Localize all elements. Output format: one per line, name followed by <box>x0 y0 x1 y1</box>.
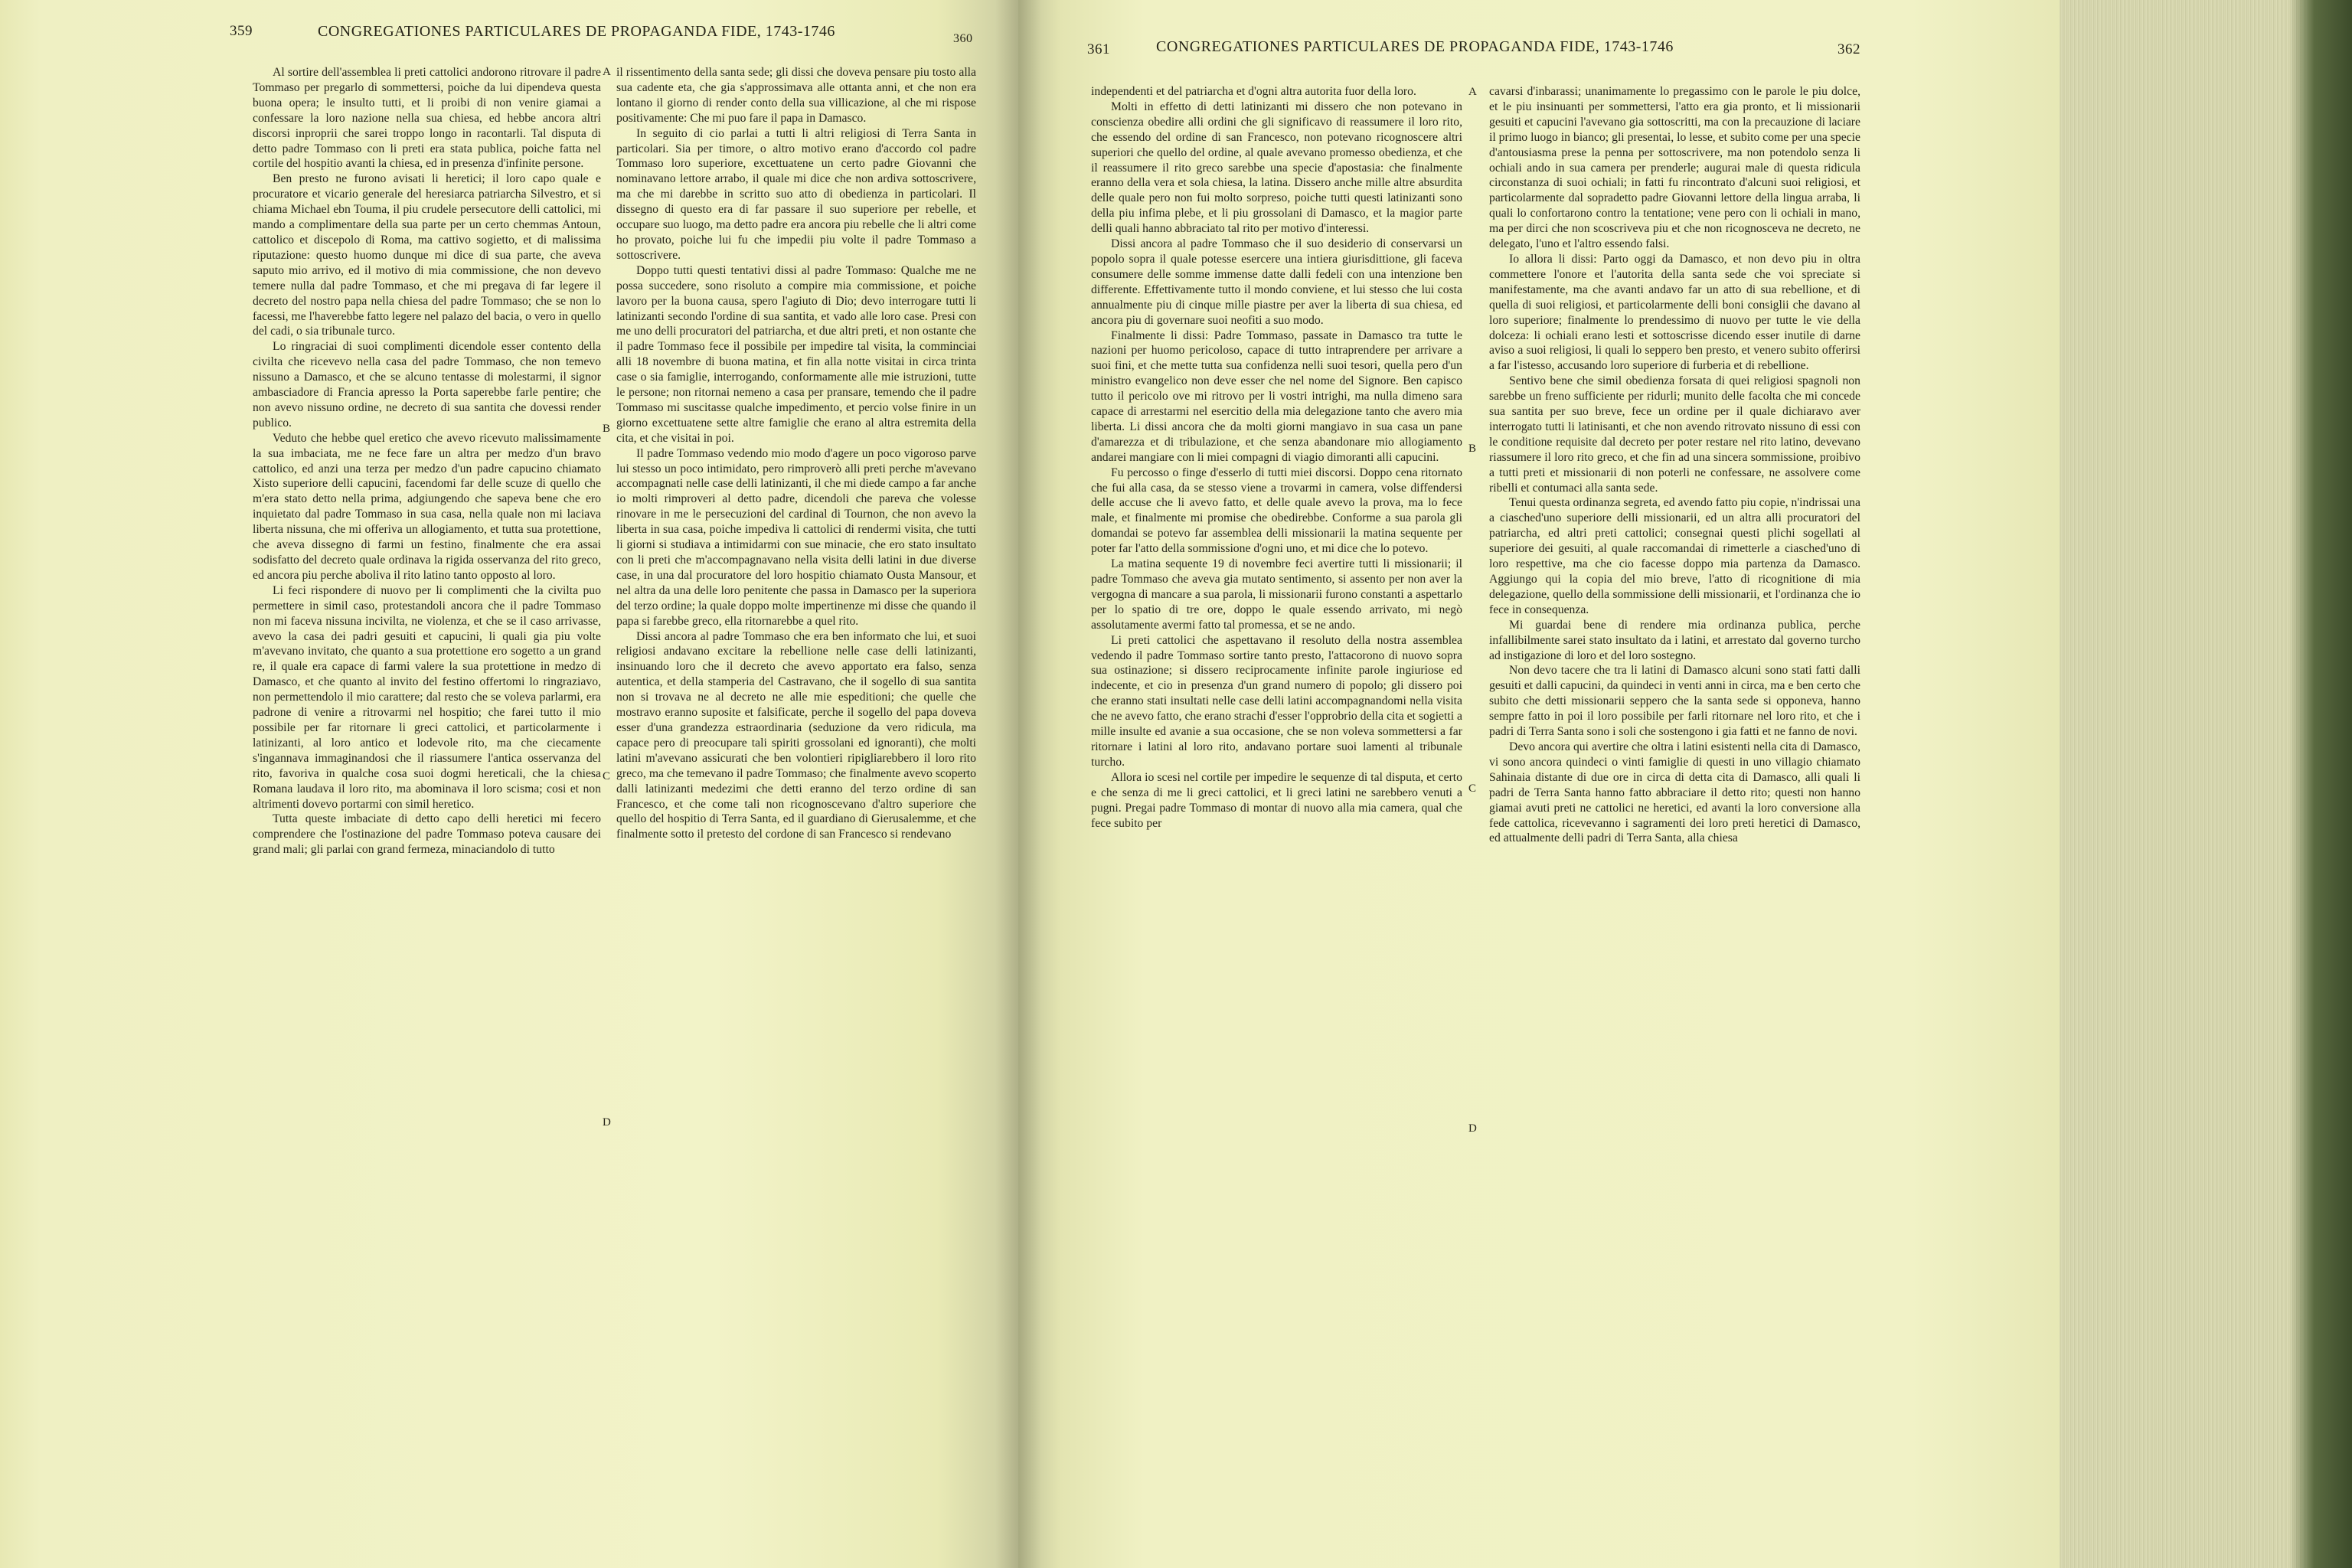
margin-marker-a: A <box>603 66 611 78</box>
left-page <box>0 0 1018 1568</box>
page-number-359: 359 <box>230 23 253 39</box>
paragraph: Dissi ancora al padre Tommaso che era ben informato che lui, et suoi religiosi andavano excitare la rebellione nelle case delli latinizanti, insinuando loro che il decreto che avevo apportato era falso, senza autentica, et della stamperia del Castravano, che il sogello di sua santita non si trovava ne al decreto ne alle mie espeditioni; che quelle che mostravo eranno suposite et falsificate, perche il sogello del papa doveva esser d'una grandezza estraordinaria (seduzione da vero ridicula, ma capace pero di preocupare tali spiriti grossolani ed ignoranti), che molti latini m'avevano assicurati che ben volontieri ripigliarebbero il loro rito greco, ma che temevano il padre Tommaso; che finalmente avevo scoperto dalli latinizanti medezimi che detti eranno del terzo ordine di san Francesco, et che come tali non ricognoscevano d'altro superiore che quello del hospitio di Terra Santa, ed il guardiano di Gierusalemme, et che finalmente sotto il pretesto del cordone di san Francesco si rendevano <box>616 629 976 841</box>
margin-marker-c: C <box>1468 782 1477 795</box>
paragraph: Sentivo bene che simil obedienza forsata di quei religiosi spagnoli non sarebbe un freno sufficiente per ridurli; munito delle facolta che mi concede sua santita per suo breve, fece un ordine per il quale dichiaravo aver interrogato tutti li latinisanti, et che non avendo ritrovato nissuno di essi con le conditione requisite dal decreto per poter restare nel rito latino, devevano riassumere il loro rito greco, et che fin ad una sincera sommissione, proibivo a tutti preti et missionarii di non poterli ne confessare, ne assolvere come ribelli et contumaci alla santa sede. <box>1489 374 1860 495</box>
paragraph: Io allora li dissi: Parto oggi da Damasco, et non devo piu in oltra commettere l'onore et l'autorita della santa sede che voi spreciate si manifestamente, ma che avanti andavo far un atto di sua rebellione, et di quella di suoi religiosi, et particolarmente delli boni consiglii che davano al loro superiore; finalmente lo prendessimo di nuovo per tutte le vie della dolceza: li ochiali erano lesti et sottoscrisse dicendo esser inutile di darne aviso a suoi religiosi, li quali lo seppero ben presto, et venero subito offerirsi a far l'istesso, accusando loro superiore di furberia et di rebellione. <box>1489 252 1860 373</box>
paragraph: Veduto che hebbe quel eretico che avevo ricevuto malissimamente la sua imbaciata, me ne fece fare un altra per medzo d'un bravo cattolico, ed anzi una terza per medzo d'un padre capucino chiamato Xisto superiore delli capucini, facendomi far delle scuze di quello che m'era stato detto nella prima, adgiungendo che sapeva bene che ero inquietato dal padre Tommaso in sua casa, nella quale non mi laciava liberta nissuna, che mi offeriva un allogiamento, et tutta sua protettione, che aveva dissegno di farmi un festino, finalmente che era assai sodisfatto del decreto quale ordinava la rigida osservanza del rito greco, ed ancora piu perche aboliva il rito latino tanto opposto al loro. <box>253 431 601 582</box>
paragraph: Devo ancora qui avertire che oltra i latini esistenti nella cita di Damasco, vi sono ancora quindeci o vinti famiglie di questi in uno villagio chiamato Sahinaia distante di due ore in circa di detta cita di Damasco, alli quali li padri de Terra Santa hanno fatto abbraciare il detto rito; questi non hanno giamai avuti preti ne cattolici ne heretici, ed avanti la loro conversione alla fede cattolica, ricevevanno i sagramenti dei loro preti heretici di Damasco, ed attualmente delli padri di Terra Santa, alla chiesa <box>1489 740 1860 845</box>
paragraph: La matina sequente 19 di novembre feci avertire tutti li missionarii; il padre Tommaso che aveva gia mutato sentimento, si assento per non aver la vergogna di mancare a sua parola, li missionarii furono constanti a aspettarlo per lo spatio di tre ore, doppo le quale essendo arrivato, mi negò assolutamente avermi fatto tal promessa, et se ne ando. <box>1091 557 1462 632</box>
page-number-361: 361 <box>1087 41 1110 57</box>
margin-marker-d: D <box>603 1116 611 1129</box>
paragraph: Allora io scesi nel cortile per impedire le sequenze di tal disputa, et certo e che senza di me li greci cattolici, et li greci latini ne sarebbero venuti a pugni. Pregai padre Tommaso di montar di nuovo alla mia camera, qual che fece subito per <box>1091 770 1462 830</box>
paragraph: Tenui questa ordinanza segreta, ed avendo fatto piu copie, n'indrissai una a ciasched'uno superiore delli missionarii, ed un altra alli procuratori del patriarcha, ed altri preti cattolici; consegnai questi plichi sogellati al superiore dei gesuiti, al quale raccomandai di rimetterle a ciasched'uno di loro respettive, ma che cio facesse doppo mia partenza da Damasco. Aggiungo qui la copia del mio breve, l'atto di ricognitione di mia delegazione, quello della sommissione delli missionarii, et l'ordinanza che io fece in consequenza. <box>1489 496 1860 616</box>
paragraph: Fu percosso o finge d'esserlo di tutti miei discorsi. Doppo cena ritornato che fui alla casa, da se stesso viene a trovarmi in camera, volse diffendersi delle accuse che li avevo fatto, et delle quale avevo la prova, ma lo fece male, et finalmente mi promise che obedirebbe. Conforme a sua parola gli domandai se potevo far assemblea delli missionarii la matina sequente per poter far l'atto della sommissione d'ogni uno, et mi dice che lo potevo. <box>1091 466 1462 556</box>
paragraph: Doppo tutti questi tentativi dissi al padre Tommaso: Qualche me ne possa succedere, sono risoluto a compire mia commissione, et poiche lavoro per la buona causa, spero l'agiuto di Dio; devo interrogare tutti li latinizanti secondo l'ordine di sua santita, et vado alle loro case. Presi con me uno delli procuratori del patriarcha, et due altri preti, et non ostante che il padre Tommaso fece il possibile per impedire tal visita, la comminciai alli 18 novembre di buona matina, et fin alla notte visitai in circa trinta case o sia famiglie, interrogando, conformamente alle mie istruzioni, tutte le persone; non ritornai nemeno a casa per pransare, temendo che il padre Tommaso mi suscitasse qualche impedimento, et percio volse finire in un giorno excettuatene sette altre famiglie che erano al altra estremita della cita, et che visitai in poi. <box>616 263 977 445</box>
paragraph: In seguito di cio parlai a tutti li altri religiosi di Terra Santa in particolari. Sia per timore, o altro motivo erano d'accordo col padre Tommaso loro superiore, excettuatene un certo padre Giovanni che nominavano lettore arrabo, il quale mi dice che non ardiva sottoscrivere, ma che mi darebbe in scritto suo atto di obedienza in particolari. Il dissegno di questo era di far passare il suo superiore per rebelle, et occupare suo luogo, ma detto padre era ancora piu rebelle che li altri come ho provato, poiche lui fu che impedii piu volte il padre Tommaso a sottoscrivere. <box>616 126 976 262</box>
right-page-column-1 <box>1091 84 1462 831</box>
running-title: CONGREGATIONES PARTICULARES DE PROPAGANDA FIDE, 1743-1746 <box>1156 38 1674 55</box>
right-page <box>1018 0 2067 1568</box>
paragraph: Mi guardai bene di rendere mia ordinanza publica, perche infallibilmente sarei stato insultato da i latini, et arrestato dal governo turcho ad instigazione di loro et del loro sostegno. <box>1489 618 1860 662</box>
paragraph: Tutta queste imbaciate di detto capo delli heretici mi fecero comprendere che l'ostinazione del padre Tommaso poteva causare dei grand mali; gli parlai con grand fermeza, minaciandolo di tutto <box>253 812 601 857</box>
margin-marker-b: B <box>1468 443 1477 455</box>
page-number-360: 360 <box>953 32 973 45</box>
paragraph: Li feci rispondere di nuovo per li complimenti che la civilta puo permettere in simil caso, protestandoli ancora che il padre Tommaso non mi faceva nissuna incivilta, ne violenza, et che se il caso arrivasse, avevo la casa dei padri gesuiti et capucini, li quali gia piu volte m'avevano invitato, che quanto a sua protettione ero sogetto a un grand re, il quale era capace di farmi valere la sua protettione in medzo di Damasco, et che quanto al invito del festino offertomi lo ringraziavo, non permettendolo il mio carattere; dal resto che se voleva parlarmi, era padrone di venire a ritrovarmi nel hospitio; che farei tutto il mio possibile per far ritornare li greci cattolici, et particolarmente i latinizanti, al loro antico et lodevole rito, ma che ciecamente s'ingannava immaginandosi che il riassumere l'antica osservanza del rito, favoriva in qualche cosa suoi dogmi hereticali, che la chiesa Romana laudava il loro rito, ma abominava il loro scisma; cosi et non altrimenti dovevo portarmi con simil heretico. <box>253 583 601 811</box>
paragraph: independenti et del patriarcha et d'ogni altra autorita fuor della loro. <box>1091 85 1416 98</box>
paragraph: Li preti cattolici che aspettavano il resoluto della nostra assemblea vedendo il padre Tommaso sortire tanto presto, l'attacorono di nuovo sopra sua ostinazione; si dissero reciprocamente infinite parole ingiuriose ed indecente, et cio in presenza d'un grand numero di popolo; gli dissero poi che eranno stati insultati nelle case delli latini accompagnandomi nella visita che ne avevo fatto, che erano strachi d'esser l'opprobrio della cita et sogietti a mille insulte ed avanie a sua occasione, che se non voleva sommettersi a far ritornare i latini al loro rito, andavano portare suoi lamenti al tribunale turcho. <box>1091 633 1462 769</box>
margin-marker-b: B <box>603 423 611 435</box>
left-page-column-1 <box>253 65 601 858</box>
margin-marker-a: A <box>1468 86 1477 98</box>
margin-marker-c: C <box>603 770 611 782</box>
paragraph: Dissi ancora al padre Tommaso che il suo desiderio di conservarsi un popolo sopra il quale potesse esercere una intiera giurisdittione, gli faceva consumere delle somme immense datte dalli fedeli con una intenzione ben differente. Effettivamente tutto il mondo conviene, et lui stesso che lui costa annualmente piu di cinque mille piastre per aver la liberta di sua chiesa, ed ancora piu di governare suoi neofiti a suo modo. <box>1091 237 1462 327</box>
margin-marker-d: D <box>1468 1122 1477 1135</box>
running-title: CONGREGATIONES PARTICULARES DE PROPAGANDA FIDE, 1743-1746 <box>318 23 835 40</box>
paragraph: Al sortire dell'assemblea li preti cattolici andorono ritrovare il padre Tommaso per pregarlo di sommettersi, poiche da lui dipendeva questa buona opera; le insulto tutti, et li proibi di non venire giamai a confessare la loro nazione nella sua chiesa, ed hebbe ancora altri discorsi inproprii che sarei troppo longo in racontarli. Tal disputa di detto padre Tommaso con li preti era stata publica, poiche fatta nel cortile del hospitio avanti la chiesa, ed in presenza d'infinite persone. <box>253 66 601 171</box>
paragraph: Non devo tacere che tra li latini di Damasco alcuni sono stati fatti dalli gesuiti et dalli capucini, da quindeci in venti anni in circa, ma e ben certo che subito che detti missionarii seppero che la santa sede si opponeva, hanno sempre fatto in poi il loro possibile per farli ritornare nel loro rito, et che i padri di Terra Santa sono i soli che sostengono i gia fatti et ne fanno de novi. <box>1489 664 1860 739</box>
left-page-column-2 <box>616 65 976 842</box>
paragraph: Molti in effetto di detti latinizanti mi dissero che non potevano in conscienza obedire alli ordini che gli significavo di reassumere il loro rito, che essendo del ordine di san Francesco, non potevano ricognoscere altri superiori che quello del ordine, al quale avevano promesso obedienza, et che il reassumere il rito greco sarebbe una specie d'apostasia: che finalmente eranno della vera et sola chiesa, la latina. Dissero anche mille altre absurdita delle quale pero non fui molto sorpreso, poiche tutti questi latinizanti sono della piu infima plebe, et li piu grossolani di Damasco, et la magior parte delli quali hanno abbraciato tal rito per motivo d'interessi. <box>1091 100 1462 236</box>
paragraph: il rissentimento della santa sede; gli dissi che doveva pensare piu tosto alla sua cadente eta, che gia s'approssimava alle ottanta anni, et che non era lontano il giorno di render conto della sua villicazione, al che mi rispose positivamente: Che mi puo fare il papa in Damasco. <box>616 66 976 125</box>
table-background <box>2289 0 2352 1568</box>
paragraph: Ben presto ne furono avisati li heretici; il loro capo quale e procuratore et vicario generale del heresiarca patriarcha Silvestro, et si chiama Michael ebn Touma, il piu crudele persecutore delli cattolici, mi mando a complimentare della sua parte per un certo chemmas Antoun, cattolico et discepolo di Roma, ma cattivo sogietto, et di malissima riputazione: questo huomo dunque mi dice di sua parte, che aveva saputo mio arrivo, ed il motivo di mia commissione, che non devevo temere nulla dal padre Tommaso, et che mi pregava di far legere il decreto del nostro papa nella chiesa del padre Tommaso; che se non lo facessi, me l'haverebbe fatto legere nel palazo del bacia, o vero in quello del cadi, o sia tribunale turco. <box>253 172 601 338</box>
paragraph: Finalmente li dissi: Padre Tommaso, passate in Damasco tra tutte le nazioni per huomo pericoloso, capace di tutto intraprendere per arrivare a suoi fini, et che mette tutta sua confidenza nelli suoi tesori, quella pero d'un ministro evangelico non deve esser che nel nome del Signore. Ben capisco tutto il pericolo ove mi ritrovo per li vostri intrighi, ma nulla dimeno sara capace di arrestarmi nel esercitio della mia delegazione tanto che avero mia liberta. Li dissi ancora che da molti giorni mangiavo in sua casa un pane d'amarezza et di tribulazione, et che senza abandonare mio allogiamento andarei mangiare con li miei compagni di viagio dimoranti alli capucini. <box>1091 328 1462 464</box>
paragraph: Lo ringraciai di suoi complimenti dicendole esser contento della civilta che ricevevo nella casa del padre Tommaso, che non temevo nissuno a Damasco, et che se alcuno tentasse di molestarmi, il signor ambasciadore di Francia apresso la Porta saperebbe farle pentire; che non avevo nissuno ordine, ne decreto di sua santita che dovessi render publico. <box>253 340 601 430</box>
paragraph: Il padre Tommaso vedendo mio modo d'agere un poco vigoroso parve lui stesso un poco intimidato, pero rimproverò alli preti perche m'avevano accompagnati nelle case delli latinizanti, il che mi diede campo a far anche io molti rimproveri al detto padre, dicendoli che pareva che volesse rinovare in me le persecuzioni del cardinal di Tournon, che non avevo la liberta in sua casa, poiche impediva li cattolici di rendermi visita, che tutti li giorni si studiava a intimidarmi con sue minacie, che ero stato insultato con li preti che m'accompagnavano nella visita delli latini in due diverse case, in una dal procuratore del loro hospitio chiamato Ousta Mansour, et nel altra da una delle loro penitente che passa in Damasco per la superiora del terzo ordine; la quale doppo molte impertinenze mi disse che quando il papa si farebbe greco, ella ritornarebbe a quel rito. <box>616 446 976 628</box>
page-number-362: 362 <box>1838 41 1860 57</box>
right-page-column-2 <box>1489 84 1860 846</box>
paragraph: cavarsi d'inbarassi; unanimamente lo pregassimo con le parole le piu dolce, et le piu insinuanti per sommettersi, l'atto era gia pronto, et li missionarii gesuiti et capucini l'avevano gia sottoscritti, ma con la precauzione di laciare il primo luogo in bianco; gli presentai, lo lesse, et subito come per una specie d'antousiasma prese la penna per sottoscrivere, ma non potendolo senza li ochiali ando in sua camera per prenderle; augurai male di questa ridicula circonstanza di suoi ochiali; in fatti fu rincontrato d'alcuni suoi religiosi, et particolarmente dal sopradetto padre Giovanni lettore della lingua arraba, li quali lo confortarono contro la tentatione; vene pero con li ochiali in mano, ma per dirci che non scoscriveva piu et che non ricognosceva ne decreto, ne delegato, l'uno et l'altro essendo falsi. <box>1489 85 1860 251</box>
